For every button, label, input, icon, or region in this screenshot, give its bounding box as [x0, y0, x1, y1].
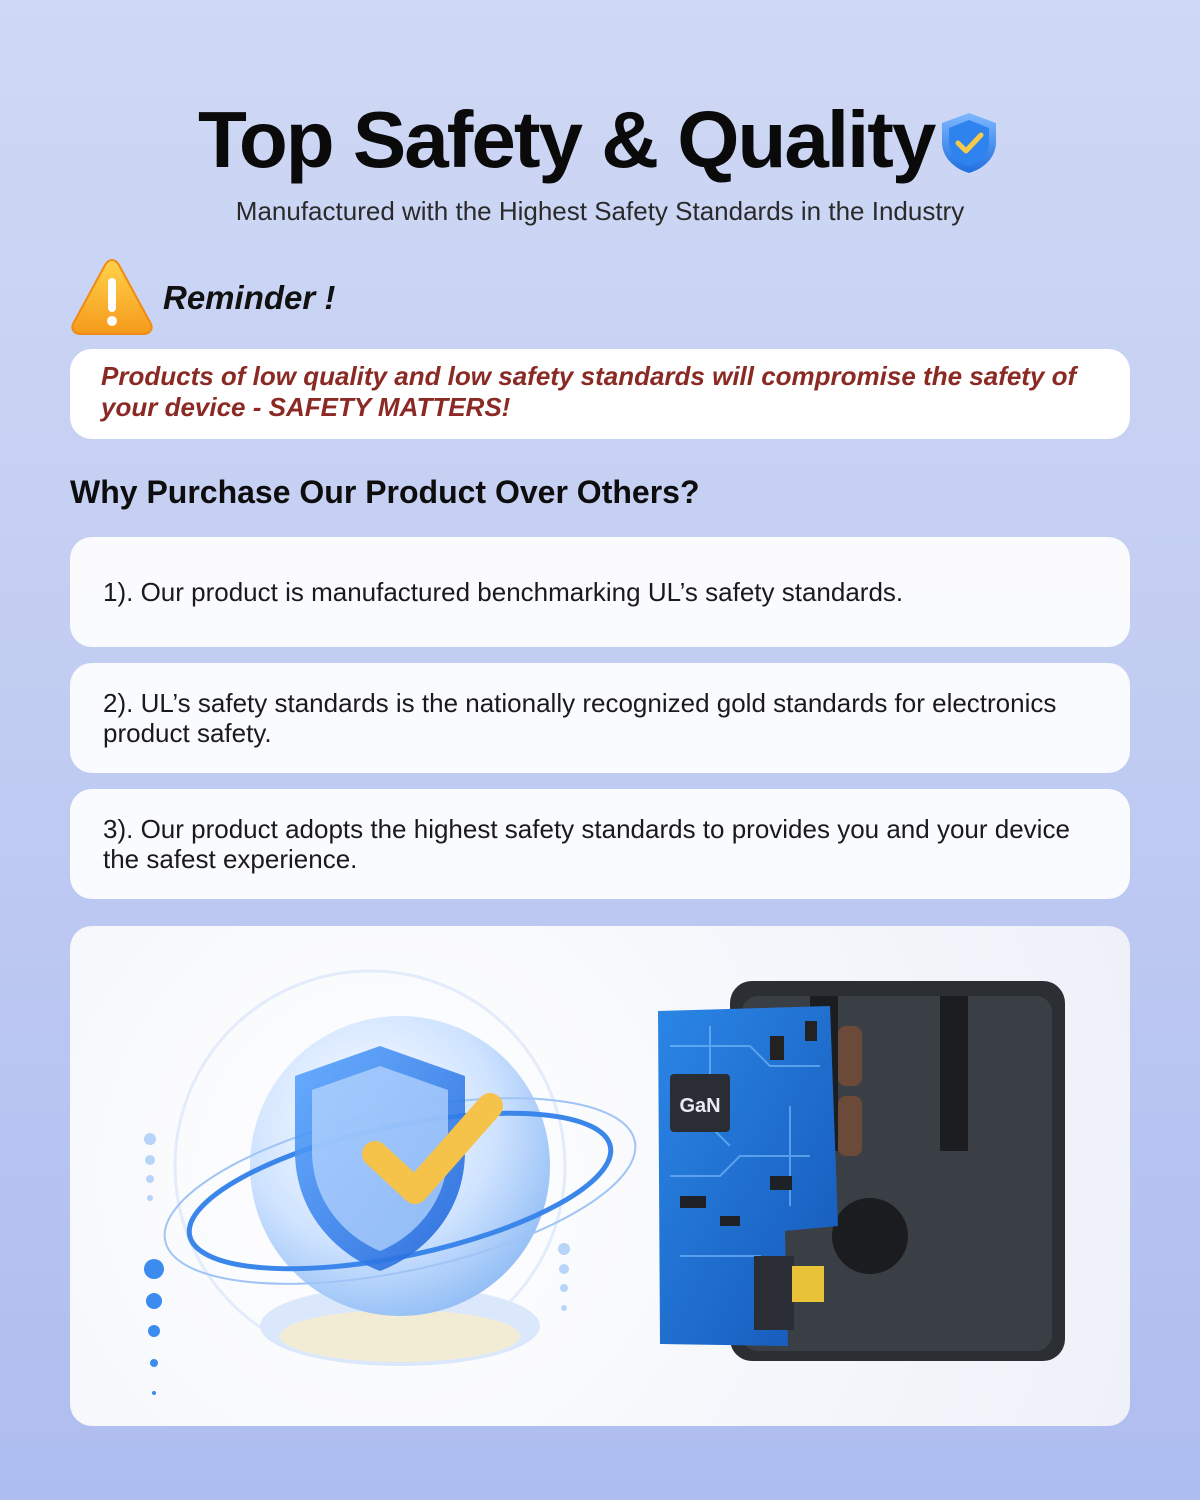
warning-message: Products of low quality and low safety standards will compromise the safety of your device - SAFETY MATTERS! — [101, 361, 1077, 422]
reason-card — [70, 663, 1130, 773]
warning-card — [70, 349, 1130, 439]
chip-label: GaN — [679, 1095, 721, 1117]
reason-text: 2). UL’s safety standards is the nationally recognized gold standards for electronics product safety. — [103, 688, 1057, 748]
page-title: Top Safety & Quality — [198, 95, 935, 184]
reason-text: 3). Our product adopts the highest safety standards to provides you and your device the safest experience. — [103, 814, 1070, 874]
reason-card — [70, 537, 1130, 647]
circuit-board — [658, 1006, 838, 1346]
why-heading: Why Purchase Our Product Over Others? — [70, 474, 700, 510]
illustration-canvas — [70, 926, 1130, 1426]
subtitle: Manufactured with the Highest Safety Standards in the Industry — [235, 196, 965, 226]
reason-card — [70, 789, 1130, 899]
warning-triangle-icon — [70, 256, 154, 338]
title-row — [0, 92, 1200, 192]
charger-illustration — [658, 981, 1065, 1361]
shield-check-icon — [936, 110, 1002, 176]
reason-text: 1). Our product is manufactured benchmarking UL’s safety standards. — [103, 577, 904, 607]
reminder-label: Reminder ! — [163, 279, 336, 316]
product-illustration — [70, 926, 1130, 1426]
